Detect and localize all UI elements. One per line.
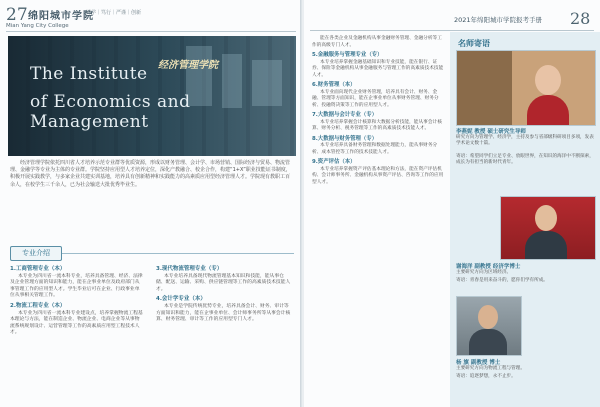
handbook-title: 2021年绵阳城市学院报考手册 — [454, 16, 543, 24]
major-title: 7.大数据与会计专业（专） — [312, 112, 378, 118]
major-text: 本专业为四川省一流本科专业，培养具备管理、经济、法律及企业管理方面的知识和能力，能在企事业单位及政府部门从事管理工作的应用型人才。学生毕业后可在企业、行政事业单位从事相关管理工作。 — [10, 273, 143, 299]
section-rule — [62, 253, 294, 254]
portrait-body — [469, 329, 507, 355]
major-title: 1.工商管理专业（本） — [10, 266, 66, 272]
portrait-face — [478, 305, 498, 329]
major-title: 4.会计学专业（本） — [156, 296, 206, 303]
portrait-face — [535, 65, 561, 95]
teacher-bio: 主要研究方向为物流工程与管理。 — [456, 366, 525, 371]
major-column-2 — [156, 264, 292, 327]
majors-text-column — [312, 36, 446, 188]
teacher-name: 李燕妮 教授 硕士研究生导师 — [456, 129, 526, 135]
major-column-1 — [10, 264, 144, 340]
banner-title-line2: of Economics and Management — [30, 92, 191, 132]
right-page — [304, 0, 600, 407]
teacher-name: 谢海洋 副教授 经济学博士 — [456, 264, 521, 270]
teacher-bio: 主要研究方向为区域经济。 — [456, 270, 512, 275]
major-title: 9.资产评估（本） — [312, 159, 356, 165]
major-title: 8.大数据与财务管理（专） — [312, 135, 378, 142]
college-name-en: Mian Yang City College — [6, 23, 69, 29]
portrait-face — [535, 205, 557, 231]
portrait-body — [527, 95, 569, 125]
right-page-number: 28 — [570, 9, 591, 28]
portrait-body — [525, 231, 567, 259]
college-name: 绵阳城市学院 — [28, 11, 94, 22]
major-text: 本专业为四川省一流本科专业建设点，培养掌握物流工程基本理论与方法，能在制造企业、物流企业、电商企业等从事物流系统规划设计、运营管理等工作的高素质应用型工程技术人才。 — [10, 310, 143, 336]
left-page-number: 27 — [6, 5, 28, 25]
teacher-message: 寄语：希望同学们立足专业、放眼世界，在知识的海洋中不断探索，成长为有担当的新时代青年。 — [456, 154, 594, 166]
continued-text: 能在各类企业及金融机构从事金融财务管理、金融分析等工作的高级专门人才。 — [312, 36, 442, 48]
major-text: 本专业培养具备现代物流管理基本知识和技能，能从事仓储、配送、运输、采购、供应链管理等工作的高素质技术技能人才。 — [156, 273, 291, 292]
major-text: 本专业培养掌握会计核算和大数据分析技能，能从事会计核算、财务分析、税务管理等工作的高素质技术技能人才。 — [312, 119, 442, 131]
major-text: 本专业培养掌握金融基础知识和专业技能，能在银行、证券、保险等金融机构从事金融服务与管理工作的高素质技术技能人才。 — [312, 59, 444, 78]
major-title: 3.现代物流管理专业（专） — [156, 266, 223, 272]
major-text: 本专业面向现代企业财务管理，培养具有会计、财务、金融、管理等方面知识，能在企事业单位从事财务管理、财务分析、投融资决策等工作的应用型人才。 — [312, 89, 439, 108]
major-text: 本专业是学院传统优势专业，培养具备会计、财务、审计等方面知识和能力，能在企事业单位、会计师事务所等从事会计核算、财务管理、审计等工作的应用型专门人才。 — [156, 303, 291, 323]
institute-banner — [8, 36, 296, 156]
banner-title-cn: 经济管理学院 — [158, 60, 218, 71]
teacher-message: 寄语：追逐梦想，永不止步。 — [456, 374, 516, 379]
major-text: 本专业培养掌握资产评估基本理论和方法，能在资产评估机构、会计师事务所、金融机构从事资产评估、咨询等工作的应用型人才。 — [312, 166, 444, 185]
header-rule — [6, 31, 296, 32]
teacher-photo — [456, 50, 596, 126]
banner-title-line1: The Institute — [30, 64, 148, 84]
teacher-photo — [456, 296, 522, 356]
section-label: 专业介绍 — [10, 246, 62, 261]
teacher-photo — [500, 196, 596, 260]
header-rule — [310, 30, 594, 31]
major-title: 6.财务管理（本） — [312, 82, 356, 88]
major-title: 5.金融服务与管理专业（专） — [312, 52, 383, 58]
teacher-bio: 研究方向为管理学、经济学，主持及参与省部级科研项目多项，发表学术论文数十篇。 — [456, 135, 594, 147]
intro-paragraph: 经济管理学院依托四川省人才培养示范专业群等优质资源，形成以财务管理、会计学、市场营销、国际经济与贸易、物流管理、金融学等专业为主体的专业群。学院坚持应用型人才培养定位，深化产教融合、校企合作，构建“1+X”职业技能证书制度，积极开展实践教学，与多家企业共建实训基地，培养具有创新精神和实践能力的高素质应用型经济管理人才。学院现有教职工百余人，在校学生三千余人，已为社会输送大批优秀毕业生。 — [10, 160, 291, 188]
major-title: 2.物流工程专业（本） — [10, 302, 66, 309]
teachers-heading: 名师寄语 — [458, 39, 490, 48]
teacher-name: 杨 旗 副教授 博士 — [456, 360, 501, 366]
major-text: 本专业培养具备财务管理和数据处理能力，能从事财务分析、成本管控等工作的技术技能人才。 — [312, 143, 438, 155]
college-motto: 博学｜笃行｜严谨｜创新 — [86, 10, 142, 16]
teacher-message: 寄语：青春是用来奋斗的，愿你们学有所成。 — [456, 278, 548, 283]
